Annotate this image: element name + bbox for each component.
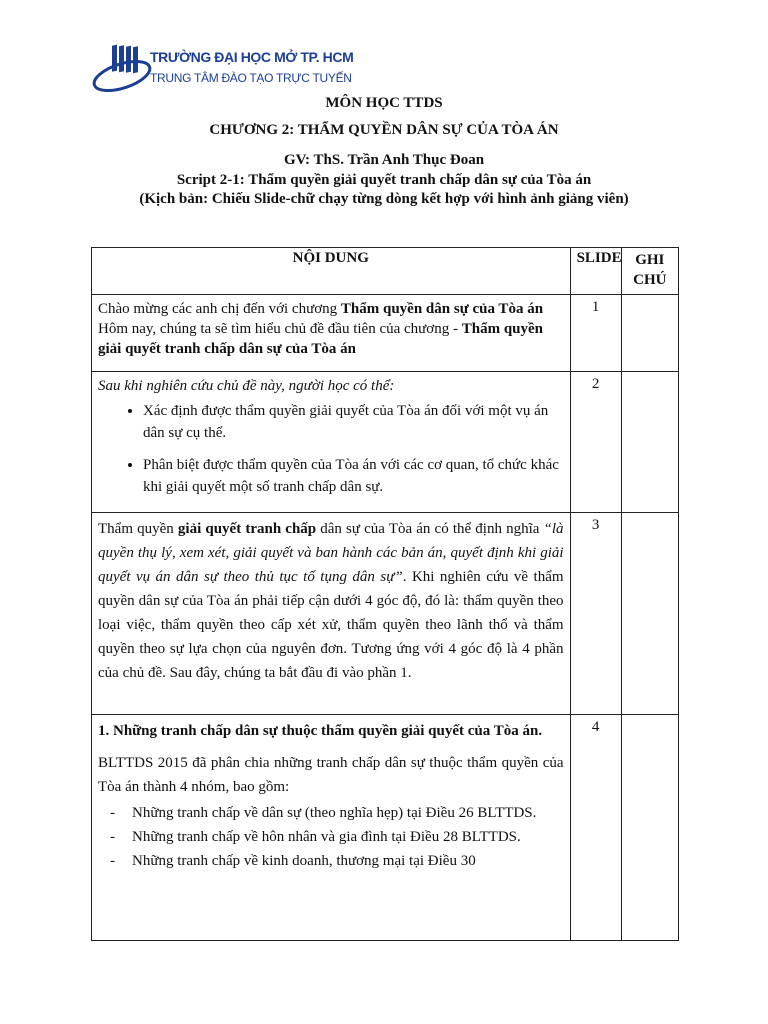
list-item: • Phân biệt được thẩm quyền của Tòa án với các cơ quan, tổ chức khác khi giải quyết một số tranh chấp dân sự. [143, 454, 564, 498]
header-content: NỘI DUNG [92, 248, 571, 295]
table-header-row [92, 248, 679, 295]
table-row [92, 513, 679, 715]
university-logo [92, 44, 354, 96]
row-note [621, 295, 678, 372]
logo-university-name: TRƯỜNG ĐẠI HỌC MỞ TP. HCM [150, 49, 354, 65]
script-note: (Kịch bản: Chiếu Slide-chữ chạy từng dòng kết hợp với hình ảnh giảng viên) [139, 191, 629, 207]
row-content [92, 295, 571, 372]
row-slide-number: 1 [570, 295, 621, 372]
book-emblem-icon [92, 44, 152, 96]
header-note: GHI CHÚ [621, 248, 678, 295]
list-item: • Xác định được thẩm quyền giải quyết của Tòa án đối với một vụ án dân sự cụ thể. [143, 400, 564, 444]
objectives-list [98, 400, 564, 498]
table-row [92, 715, 679, 941]
row-note [621, 372, 678, 513]
lecturer-name: GV: ThS. Trần Anh Thục Đoan [283, 152, 485, 168]
section-paragraph: BLTTDS 2015 đã phân chia những tranh chấp dân sự thuộc thẩm quyền của Tòa án thành 4 nhóm, bao gồm: [98, 755, 564, 795]
list-item: - Những tranh chấp về kinh doanh, thương mại tại Điều 30 [110, 853, 476, 869]
list-item: - Những tranh chấp về dân sự (theo nghĩa hẹp) tại Điều 26 BLTTDS. [110, 805, 537, 821]
script-title: Script 2-1: Thẩm quyền giải quyết tranh chấp dân sự của Tòa án [176, 172, 592, 188]
table-row [92, 372, 679, 513]
row-content [92, 715, 571, 941]
header-slide: SLIDE [570, 248, 621, 295]
course-title: MÔN HỌC TTDS [325, 95, 443, 111]
row-note [621, 513, 678, 715]
row-slide-number: 4 [570, 715, 621, 941]
objectives-intro: Sau khi nghiên cứu chủ đề này, người học có thể: [98, 378, 395, 394]
section-heading: 1. Những tranh chấp dân sự thuộc thẩm quyền giải quyết của Tòa án. [98, 723, 543, 739]
row-note [621, 715, 678, 941]
today-text: Hôm nay, chúng ta sẽ tìm hiểu chủ đề đầu tiên của chương - Thẩm quyền giải quyết tranh chấp dân sự của Tòa án [98, 321, 544, 357]
logo-center-name: TRUNG TÂM ĐÀO TẠO TRỰC TUYẾN [150, 71, 352, 85]
definition-paragraph: Thẩm quyền giải quyết tranh chấp dân sự của Tòa án có thể định nghĩa “là quyền thụ lý, xem xét, giải quyết và ban hành các bản án, quyết định khi giải quyết vụ án dân sự theo thủ tục tố tụng dân sự”. Khi nghiên cứu về thẩm quyền dân sự của Tòa án phải tiếp cận dưới 4 góc độ, đó là: thẩm quyền theo loại việc, thẩm quyền theo cấp xét xử, thẩm quyền theo lãnh thổ và thẩm quyền theo sự lựa chọn của nguyên đơn. Tương ứng với 4 góc độ là 4 phần của chủ đề. Sau đây, chúng ta bắt đầu đi vào phần 1. [98, 521, 564, 681]
row-content [92, 513, 571, 715]
welcome-text: Chào mừng các anh chị đến với chương Thẩm quyền dân sự của Tòa án [98, 301, 544, 317]
chapter-title: CHƯƠNG 2: THẨM QUYỀN DÂN SỰ CỦA TÒA ÁN [209, 122, 559, 138]
table-row [92, 295, 679, 372]
row-slide-number: 3 [570, 513, 621, 715]
row-content [92, 372, 571, 513]
dispute-group-list [98, 801, 564, 873]
script-table [91, 247, 679, 941]
row-slide-number: 2 [570, 372, 621, 513]
list-item: - Những tranh chấp về hôn nhân và gia đình tại Điều 28 BLTTDS. [110, 829, 521, 845]
